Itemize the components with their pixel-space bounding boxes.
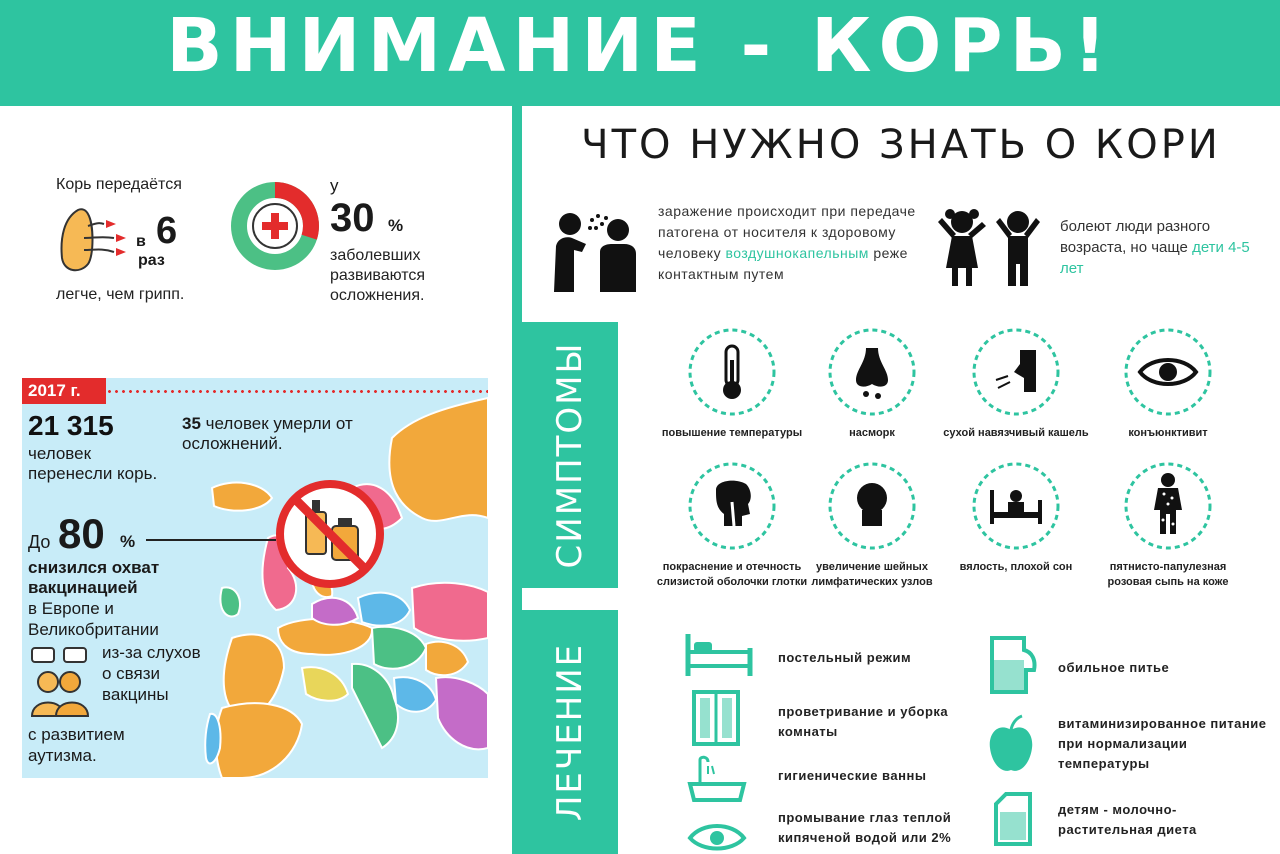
treatment-title: ЛЕЧЕНИЕ	[550, 642, 590, 822]
cases-number: 21 315	[28, 410, 114, 441]
airborne-spread-icon	[552, 206, 644, 292]
treatment-eye-wash: промывание глаз теплой кипяченой водой или 2%	[778, 810, 952, 845]
bed-icon	[970, 460, 1062, 552]
year-tag: 2017 г.	[22, 378, 106, 404]
treatment-ventilation: проветривание и уборка комнаты	[778, 704, 949, 739]
kids-text-before: болеют люди разного возраста, но чаще	[1060, 218, 1211, 256]
spread-highlight: воздушнокапельным	[725, 245, 869, 261]
treatment-baths: гигиенические ванны	[778, 768, 927, 783]
symptom-runny-nose	[792, 326, 952, 441]
treatment-nutrition: витаминизированное питание при нормализации температуры	[1058, 716, 1267, 771]
symptom-label: конъюнктивит	[1128, 427, 1208, 439]
drop-prefix: До	[28, 532, 51, 552]
symptom-label: насморк	[849, 427, 895, 439]
transmission-suffix: раз	[138, 252, 165, 269]
bed-icon	[684, 624, 754, 680]
children-icon	[936, 206, 1044, 288]
transmission-prefix: в	[136, 233, 146, 250]
symptom-throat	[652, 460, 812, 590]
window-icon	[690, 690, 742, 746]
bath-icon	[686, 752, 748, 808]
treatment-bed-rest: постельный режим	[778, 650, 912, 665]
deaths-text: человек умерли от осложнений.	[182, 414, 353, 453]
eye-wash-icon	[686, 816, 748, 854]
complications-prefix: у	[330, 176, 339, 195]
rumor-tail: с развитием аутизма.	[28, 725, 125, 765]
milk-icon	[990, 790, 1036, 846]
neck-icon	[826, 460, 918, 552]
complications-donut	[229, 180, 321, 272]
dotted-rule	[106, 390, 488, 393]
deaths-stat	[182, 414, 372, 454]
spread-text	[658, 201, 928, 285]
cases-text: человек перенесли корь.	[28, 444, 158, 483]
symptom-rash	[1088, 460, 1248, 590]
about-title: ЧТО НУЖНО ЗНАТЬ О КОРИ	[581, 122, 1221, 168]
treatment-tab	[522, 610, 618, 854]
lungs-icon	[58, 204, 134, 280]
spread-text-after: реже контактным путем	[658, 245, 908, 282]
drop-where: в Европе и Великобритании	[28, 599, 159, 639]
drop-text: снизился охват вакцинацией	[28, 558, 160, 597]
nose-icon	[826, 326, 918, 418]
symptom-label: пятнисто-папулезная розовая сыпь на коже	[1107, 561, 1229, 588]
symptoms-title: СИМПТОМЫ	[550, 341, 590, 569]
spread-text-before: заражение происходит при передаче патогена от носителя к здоровому человеку	[658, 203, 916, 261]
thermometer-icon	[686, 326, 778, 418]
symptom-lymph-nodes	[792, 460, 952, 590]
people-talking-icon	[28, 646, 92, 718]
cough-icon	[970, 326, 1062, 418]
symptom-label: вялость, плохой сон	[959, 561, 1073, 573]
jug-icon	[984, 630, 1040, 696]
kids-text	[1060, 216, 1250, 279]
deaths-number: 35	[182, 414, 201, 433]
symptom-fever	[652, 326, 812, 441]
symptom-label: увеличение шейных лимфатических узлов	[811, 561, 933, 588]
rash-icon	[1122, 460, 1214, 552]
no-vaccine-icon	[274, 478, 386, 590]
symptom-lethargy	[936, 460, 1096, 575]
symptom-label: сухой навязчивый кашель	[943, 427, 1089, 439]
header-banner	[0, 0, 1280, 106]
transmission-number: 6	[156, 210, 178, 252]
rumor-text: из-за слухов о связи вакцины	[102, 643, 201, 704]
kids-highlight: дети 4-5 лет	[1060, 239, 1250, 277]
symptom-label: повышение температуры	[661, 427, 803, 439]
eye-icon	[1122, 326, 1214, 418]
symptoms-tab	[522, 322, 618, 588]
drop-percent: %	[120, 532, 136, 551]
treatment-drinking: обильное питье	[1058, 660, 1170, 675]
drop-number: 80	[58, 510, 105, 557]
symptom-cough	[936, 326, 1096, 441]
column-divider	[512, 106, 522, 854]
treatment-diet: детям - молочно-растительная диета	[1058, 802, 1197, 837]
apple-icon	[986, 714, 1036, 776]
symptom-label: покраснение и отечность слизистой оболочки глотки	[656, 561, 808, 588]
complications-percent: %	[388, 216, 404, 235]
transmission-text-bottom: легче, чем грипп.	[56, 286, 185, 303]
complications-number: 30	[330, 196, 375, 240]
transmission-text-top: Корь передаётся	[56, 176, 182, 193]
symptom-conjunctivitis	[1088, 326, 1248, 441]
page-title: ВНИМАНИЕ - КОРЬ!	[166, 3, 1114, 89]
complications-text: заболевших развиваются осложнения.	[330, 247, 426, 304]
throat-icon	[686, 460, 778, 552]
drop-rule	[146, 539, 276, 541]
